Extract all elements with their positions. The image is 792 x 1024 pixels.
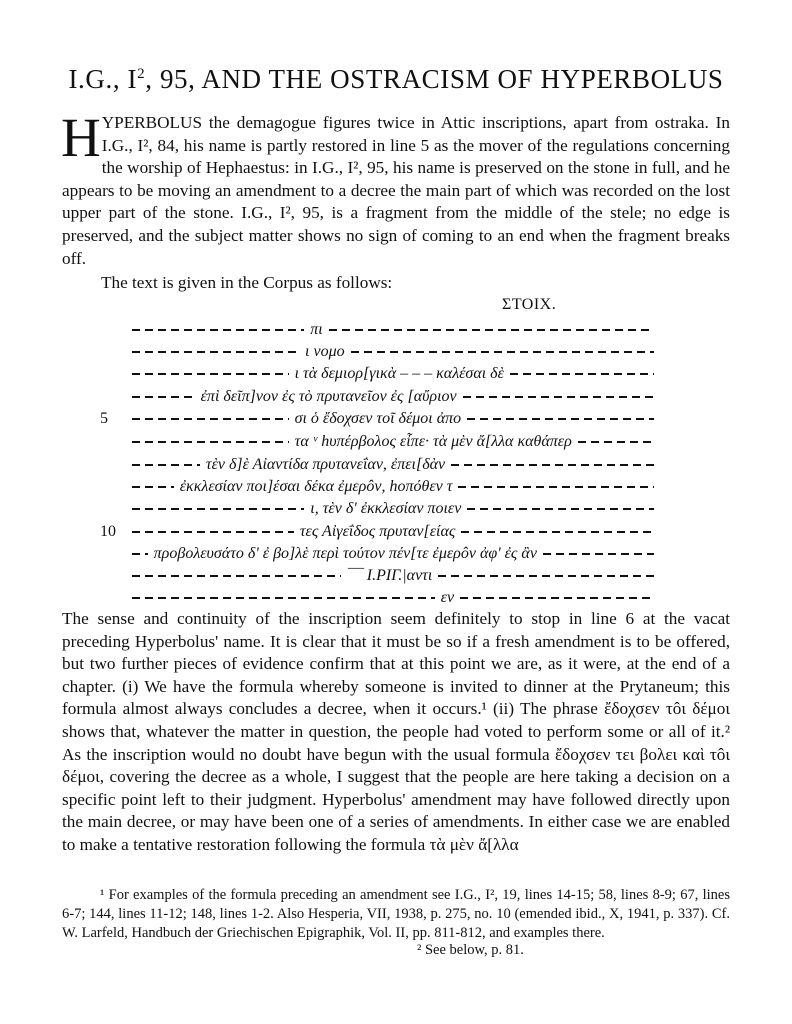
stoichedon-label: ΣΤΟΙΧ.: [502, 296, 557, 313]
inscription-line-number: 5: [100, 410, 108, 427]
drop-cap: H: [61, 107, 101, 168]
inscription-line: [132, 543, 654, 565]
inscription-line: [132, 341, 654, 363]
inscription-line: [132, 587, 654, 609]
inscription-line-text: ἐκκλεσίαν ποι]έσαι δέκα ἐμερôν, hοπόθεν τ: [179, 478, 453, 495]
paragraph-2: The sense and continuity of the inscription seem definitely to stop in line 6 at the vacat preceding Hyperbolus' name. It is clear that it must be so if a fresh amendment is to be offered, but two further pieces of evidence confirm that at this point we are, as it were, at the end of a chapter. (i) We have the formula whereby someone is invited to dinner at the Prytaneum; this formula almost always concludes a decree, when it occurs.¹ (ii) The phrase ἔδοχσεν τôι δέμοι shows that, whatever the matter in question, the people had voted to perform some or all of it.² As the inscription would no doubt have begun with the usual formula ἔδοχσεν τει βολει καὶ τôι δέμοι, covering the decree as a whole, I suggest that the people are here taking a decision on a specific point left to their judgment. Hyperbolus' amendment may have followed directly upon the main decree, or may have been one of a series of amendments. In either case we are enabled to make a tentative restoration following the formula τὰ μὲν ἄ[λλα: [62, 609, 730, 854]
footnote-1: ¹ For examples of the formula preceding an amendment see I.G., I², 19, lines 14-15; 58, lines 8-9; 67, lines 6-7; 144, lines 11-12; 148, lines 1-2. Also Hesperia, VII, 1938, p. 275, no. 10 (emended ibid., X, 1941, p. 337). Cf. W. Larfeld, Handbuch der Griechischen Epigraphik, Vol. II, pp. 811-812, and examples there.: [62, 887, 730, 941]
inscription-line: [132, 408, 654, 430]
article-title: [0, 64, 792, 95]
paragraph-1-text: YPERBOLUS the demagogue figures twice in Attic inscriptions, apart from ostraka. In I.G., I², 84, his name is partly restored in line 5 as the mover of the regulations concerning the worship of Hephaestus: in I.G., I², 95, his name is preserved on the stone in full, and he appears to be moving an amendment to a decree the main part of which was recorded on the lost upper part of the stone. I.G., I², 95, is a fragment from the middle of the stele; no edge is preserved, and the subject matter shows no sign of coming to an end when the fragment breaks off.: [62, 113, 730, 268]
inscription-line-text: ι, τὲν δ' ἐκκλεσίαν ποιεν: [310, 500, 462, 517]
inscription-line-text: προβολευσάτο δ' ἐ βο]λὲ περὶ τούτον πέν[τε ἐμερôν ἀφ' ἐς ἂν: [153, 545, 537, 562]
inscription-line: [132, 386, 654, 408]
inscription-line-text: εν: [440, 589, 455, 606]
inscription-intro: The text is given in the Corpus as follows:: [101, 273, 393, 292]
inscription-line: [132, 431, 654, 453]
inscription-line: [132, 565, 654, 587]
inscription-line-text: ι τὰ δεμιορ[γικὰ – – – καλέσαι δὲ: [294, 365, 504, 382]
inscription-line-text: σι ὁ ἔδοχσεν τοῖ δέμοι ἀπο: [294, 410, 462, 427]
inscription-line: [132, 498, 654, 520]
title-suffix: , 95, AND THE OSTRACISM OF HYPERBOLUS: [145, 64, 724, 94]
title-superscript: 2: [137, 66, 146, 82]
inscription-line: [132, 454, 654, 476]
inscription-line-text: τα ᵛ hυπέρβολος εἶπε· τὰ μὲν ἄ[λλα καθάπερ: [294, 433, 572, 450]
footnote-2: ² See below, p. 81.: [417, 942, 524, 958]
inscription-line-number: 10: [100, 523, 116, 540]
inscription-line: [132, 319, 654, 341]
inscription-line: [132, 476, 654, 498]
inscription-line-text: ι νομο: [305, 343, 345, 360]
title-prefix: I.G., I: [68, 64, 138, 94]
inscription-line-text: ¯¯ Ι.ΡΙΓ.|αντι: [346, 567, 433, 584]
inscription-line-text: τὲν δ]ὲ Αἰαντίδα πρυτανεΐαν, ἐπει[δὰν: [205, 456, 446, 473]
paragraph-1: [61, 107, 730, 270]
inscription-line-text: ἐπὶ δεῖπ]νον ἐς τὸ πρυτανεῖον ἐς [αὔριον: [200, 388, 457, 405]
inscription-line: [132, 521, 654, 543]
inscription-line-text: πι: [310, 321, 323, 338]
inscription-line-text: τες Αἰγεΐδος πρυταν[είας: [299, 523, 456, 540]
inscription-line: [132, 363, 654, 385]
